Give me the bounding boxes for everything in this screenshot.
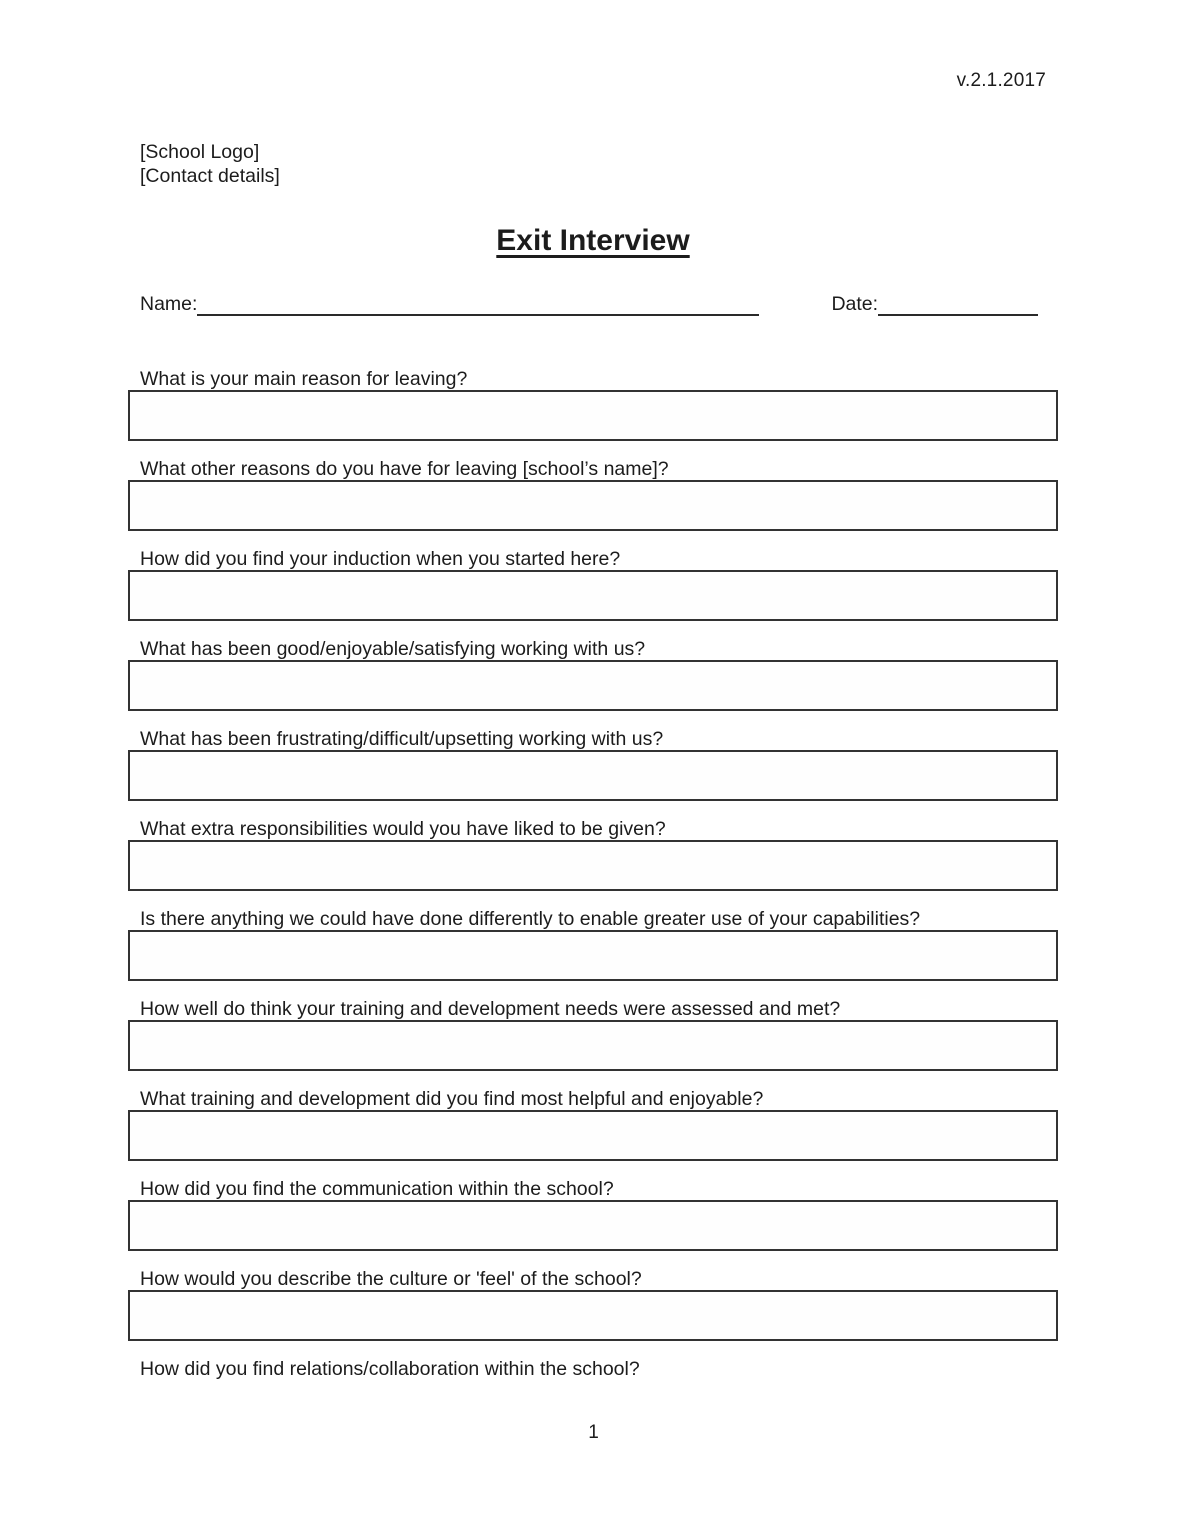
page-title: [128, 222, 1058, 260]
answer-box[interactable]: [128, 570, 1058, 621]
answer-box[interactable]: [128, 1200, 1058, 1251]
contact-details-placeholder: [Contact details]: [140, 165, 280, 187]
name-label: Name:: [140, 293, 198, 315]
question-label: What other reasons do you have for leaving [school’s name]?: [140, 458, 669, 480]
question-label: What training and development did you find most helpful and enjoyable?: [140, 1088, 764, 1110]
question-block: [128, 1088, 1058, 1161]
question-label: What has been good/enjoyable/satisfying working with us?: [140, 638, 646, 660]
questions-list: [128, 368, 1058, 1380]
letterhead: [140, 140, 1058, 188]
question-label: What extra responsibilities would you have liked to be given?: [140, 818, 666, 840]
question-label: What is your main reason for leaving?: [140, 368, 468, 390]
answer-box[interactable]: [128, 390, 1058, 441]
answer-box[interactable]: [128, 1020, 1058, 1071]
question-label: How did you find relations/collaboration within the school?: [140, 1358, 640, 1380]
page-content: [128, 0, 1058, 1380]
question-block: [128, 818, 1058, 891]
question-block: [128, 1358, 1058, 1380]
question-label: What has been frustrating/difficult/upsetting working with us?: [140, 728, 664, 750]
question-block: [128, 458, 1058, 531]
date-label: Date:: [831, 293, 879, 315]
question-block: [128, 908, 1058, 981]
answer-box[interactable]: [128, 750, 1058, 801]
name-input-line[interactable]: [197, 292, 759, 316]
question-block: [128, 998, 1058, 1071]
answer-box[interactable]: [128, 1110, 1058, 1161]
answer-box[interactable]: [128, 840, 1058, 891]
date-input-line[interactable]: [878, 292, 1038, 316]
question-label: How would you describe the culture or 'feel' of the school?: [140, 1268, 642, 1290]
question-block: [128, 548, 1058, 621]
version-label: v.2.1.2017: [956, 70, 1046, 91]
answer-box[interactable]: [128, 660, 1058, 711]
question-block: [128, 1268, 1058, 1341]
question-label: How did you find the communication within the school?: [140, 1178, 614, 1200]
answer-box[interactable]: [128, 930, 1058, 981]
question-block: [128, 1178, 1058, 1251]
question-label: Is there anything we could have done differently to enable greater use of your capabilities?: [140, 908, 921, 930]
question-label: How did you find your induction when you started here?: [140, 548, 621, 570]
question-block: [128, 728, 1058, 801]
school-logo-placeholder: [School Logo]: [140, 141, 260, 163]
page-number: 1: [588, 1422, 599, 1443]
answer-box[interactable]: [128, 1290, 1058, 1341]
question-label: How well do think your training and development needs were assessed and met?: [140, 998, 841, 1020]
answer-box[interactable]: [128, 480, 1058, 531]
page-title-text: Exit Interview: [496, 224, 690, 257]
name-date-row: [140, 290, 1058, 316]
question-block: [128, 368, 1058, 441]
question-block: [128, 638, 1058, 711]
